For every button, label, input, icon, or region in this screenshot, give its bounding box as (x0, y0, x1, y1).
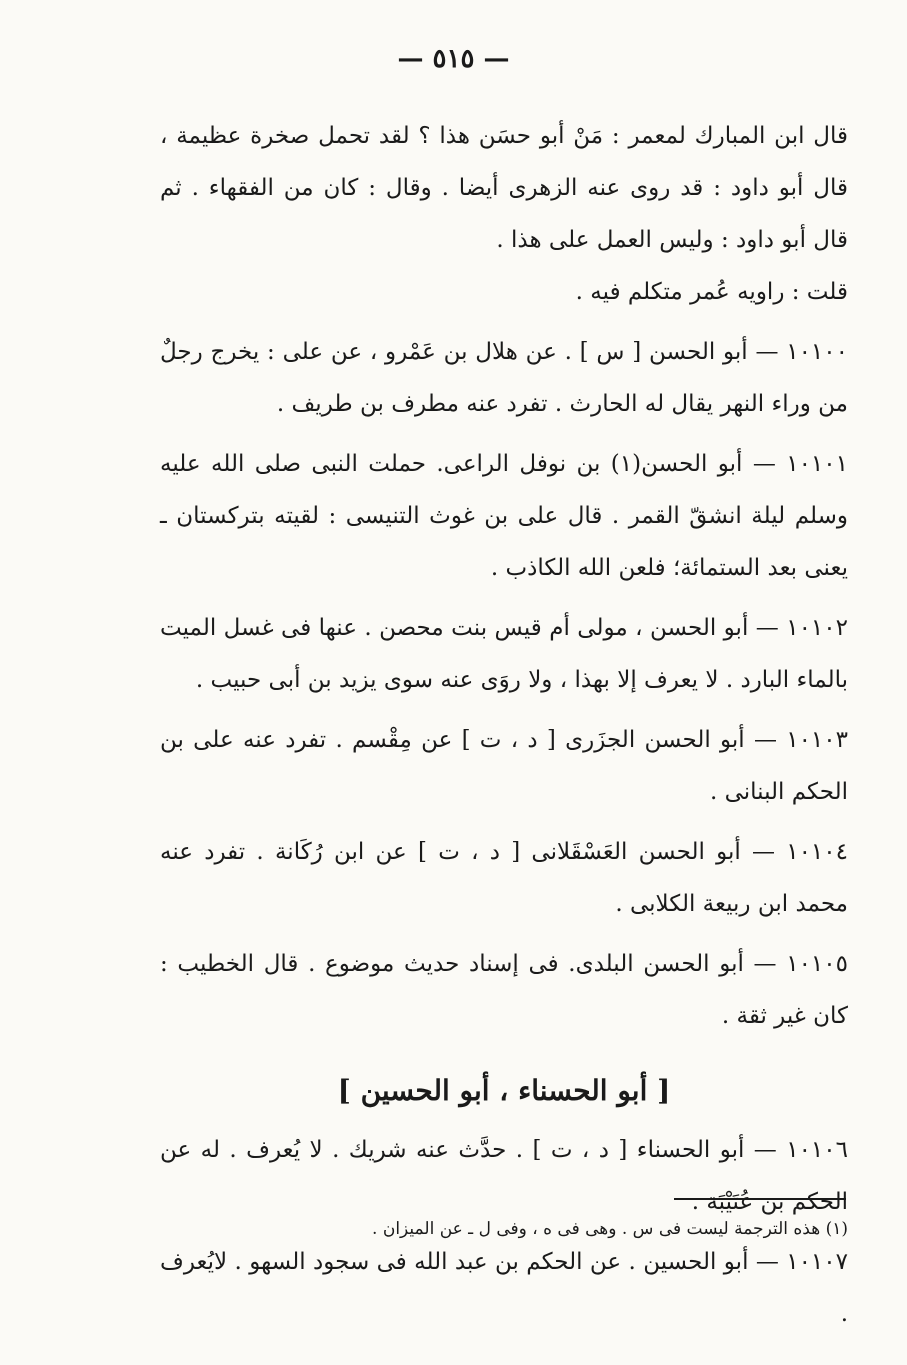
section-heading: [ أبو الحسناء ، أبو الحسين ] (337, 1074, 671, 1107)
entry-10102: ١٠١٠٢ — أبو الحسن ، مولى أم قيس بنت محصن . عنها فى غسل الميت بالماء البارد . لا يعرف إلا بهذا ، ولا روَى عنه سوى يزيد بن أبى حبيب . (160, 615, 848, 693)
entry-10105: ١٠١٠٥ — أبو الحسن البلدى. فى إسناد حديث موضوع . قال الخطيب : كان غير ثقة . (160, 951, 848, 1029)
entry-10103: ١٠١٠٣ — أبو الحسن الجزَرى [ د ، ت ] عن مِقْسم . تفرد عنه على بن الحكم البنانى . (160, 727, 848, 805)
entry-10104: ١٠١٠٤ — أبو الحسن العَسْقَلانى [ د ، ت ] عن ابن رُكَانة . تفرد عنه محمد ابن ربيعة الكلابى . (160, 839, 848, 917)
main-text (160, 110, 848, 1340)
entry-10101: ١٠١٠١ — أبو الحسن(١) بن نوفل الراعى. حملت النبى صلى الله عليه وسلم ليلة انشقّ القمر . قال على بن غوث التنيسى : لقيته بتركستان ـ يعنى بعد الستمائة؛ فلعن الله الكاذب . (160, 451, 848, 581)
paragraph-intro: قال ابن المبارك لمعمر : مَنْ أبو حسَن هذا ؟ لقد تحمل صخرة عظيمة ، قال أبو داود : قد روى عنه الزهرى أيضا . وقال : كان من الفقهاء . ثم قال أبو داود : وليس العمل على هذا . (160, 123, 848, 253)
paragraph-note: قلت : راويه عُمر متكلم فيه . (575, 279, 848, 305)
footnote-divider (674, 1198, 846, 1200)
entry-10106: ١٠١٠٦ — أبو الحسناء [ د ، ت ] . حدَّث عنه شريك . لا يُعرف . له عن الحكم بن عُتَيْبَة . (160, 1137, 848, 1215)
page-number: — ٥١٥ — (397, 44, 510, 74)
entry-10107: ١٠١٠٧ — أبو الحسين . عن الحكم بن عبد الله فى سجود السهو . لايُعرف . (160, 1249, 848, 1327)
footnote: (١) هذه الترجمة ليست فى س . وهى فى ه ، وفى ل ـ عن الميزان . (372, 1219, 848, 1239)
entry-10100: ١٠١٠٠ — أبو الحسن [ س ] . عن هلال بن عَمْرو ، عن على : يخرج رجلٌ من وراء النهر يقال له الحارث . تفرد عنه مطرف بن طريف . (160, 339, 848, 417)
